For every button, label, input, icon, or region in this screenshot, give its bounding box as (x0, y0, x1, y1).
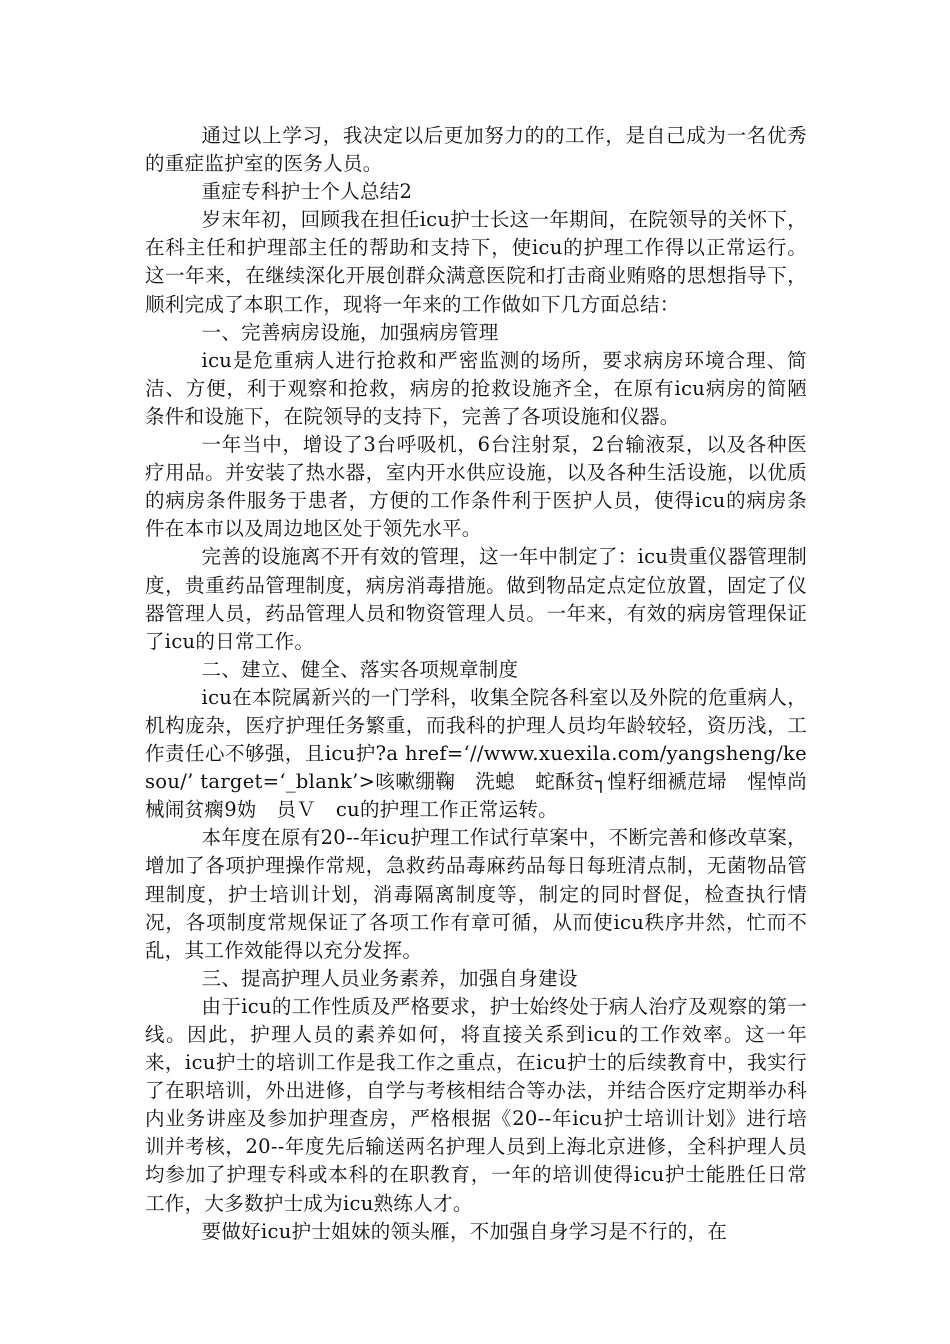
heading-facilities: 一、完善病房设施，加强病房管理 (201, 320, 499, 344)
paragraph-conclusion: 通过以上学习，我决定以后更加努力的的工作，是自己成为一名优秀的重症监护室的医务人员。 (145, 124, 807, 176)
paragraph-regulations-2: 本年度在原有20--年icu护理工作试行草案中，不断完善和修改草案，增加了各项护理操作常规，急救药品毒麻药品每日每班清点制，无菌物品管理制度，护士培训计划，消毒隔离制度等，制定的同时督促，检查执行情况，各项制度常规保证了各项工作有章可循，从而使icu秩序井然，忙而不乱，其工作效能得以充分发挥。 (145, 826, 807, 962)
paragraph-intro: 岁末年初，回顾我在担任icu护士长这一年期间，在院领导的关怀下，在科主任和护理部主任的帮助和支持下，使icu的护理工作得以正常运行。这一年来，在继续深化开展创群众满意医院和打击商业贿赂的思想指导下，顺利完成了本职工作，现将一年来的工作做如下几方面总结： (145, 208, 807, 316)
paragraph-training-1: 由于icu的工作性质及严格要求，护士始终处于病人治疗及观察的第一线。因此，护理人员的素养如何，将直接关系到icu的工作效率。这一年来，icu护士的培训工作是我工作之重点，在icu护士的后续教育中，我实行了在职培训，外出进修，自学与考核相结合等办法，并结合医疗定期举办科内业务讲座及参加护理查房，严格根据《20--年icu护士培训计划》进行培训并考核，20--年度先后输送两名护理人员到上海北京进修，全科护理人员均参加了护理专科或本科的在职教育，一年的培训使得icu护士能胜任日常工作，大多数护士成为icu熟练人才。 (145, 994, 807, 1215)
heading-training: 三、提高护理人员业务素养，加强自身建设 (201, 966, 578, 990)
paragraph-facilities-1: icu是危重病人进行抢救和严密监测的场所，要求病房环境合理、简洁、方便，利于观察和抢救，病房的抢救设施齐全，在原有icu病房的简陋条件和设施下，在院领导的支持下，完善了各项设施和仪器。 (145, 348, 807, 428)
heading-regulations: 二、建立、健全、落实各项规章制度 (201, 657, 519, 681)
section-title: 重症专科护士个人总结2 (201, 180, 413, 204)
paragraph-facilities-2: 一年当中，增设了3台呼吸机，6台注射泵，2台输液泵，以及各种医疗用品。并安装了热水器，室内开水供应设施，以及各种生活设施，以优质的病房条件服务于患者，方便的工作条件利于医护人员，使得icu的病房条件在本市以及周边地区处于领先水平。 (145, 433, 807, 541)
paragraph-training-2: 要做好icu护士姐妹的领头雁，不加强自身学习是不行的，在 (201, 1219, 728, 1243)
paragraph-facilities-3: 完善的设施离不开有效的管理，这一年中制定了：icu贵重仪器管理制度，贵重药品管理制度，病房消毒措施。做到物品定点定位放置，固定了仪器管理人员，药品管理人员和物资管理人员。一年来，有效的病房管理保证了icu的日常工作。 (145, 545, 807, 653)
paragraph-regulations-1: icu在本院属新兴的一门学科，收集全院各科室以及外院的危重病人，机构庞杂，医疗护理任务繁重，而我科的护理人员均年龄较轻，资历浅，工作责任心不够强，且icu护?a href=‘//www.xuexila.com/yangsheng/kesou/’ target=‘_blank’>咳嗽绷鞠 洗螅 蛇酥贫┐惶籽细褫苊埽 惺悼尚械闹贫瘸9妫 员Ｖ cu的护理工作正常运转。 (145, 685, 807, 822)
document-body (145, 122, 807, 1246)
